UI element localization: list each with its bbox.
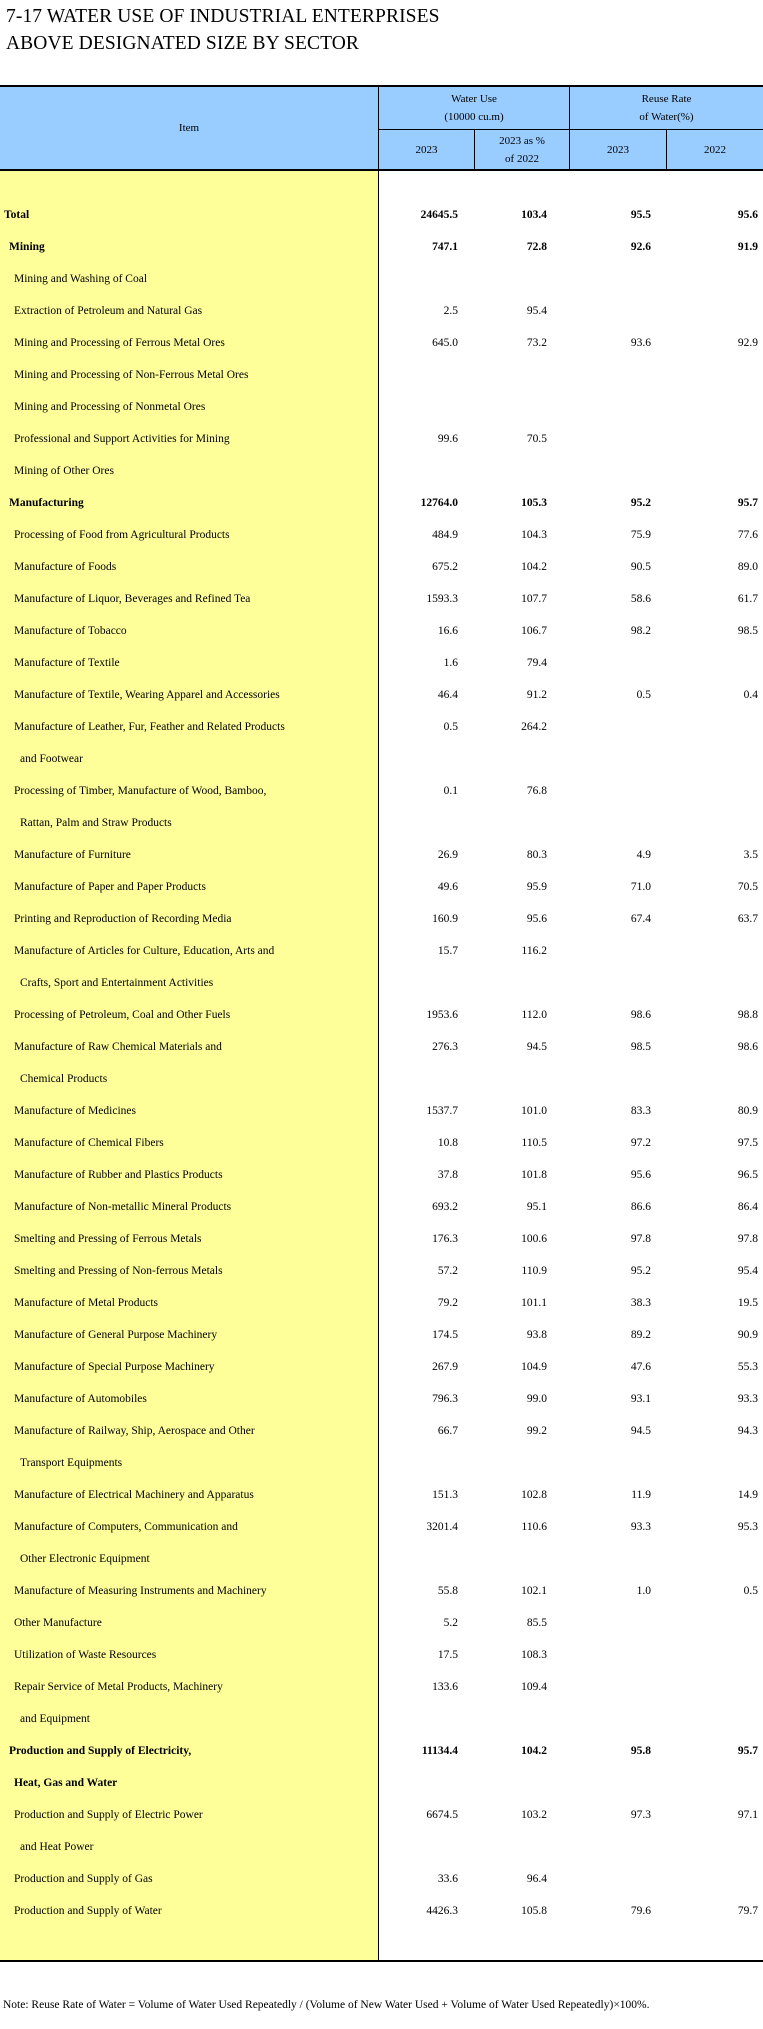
row-value-4: 80.9 (737, 1105, 758, 1117)
table-row (0, 1063, 763, 1095)
row-value-1: 1.6 (443, 657, 458, 669)
header-col-r2023: 2023 (607, 143, 629, 156)
row-label: Manufacture of Non-metallic Mineral Products (14, 1201, 232, 1213)
row-value-1: 267.9 (432, 1361, 458, 1373)
table-row (0, 839, 763, 871)
row-value-4: 0.5 (743, 1585, 758, 1597)
table-row (0, 1191, 763, 1223)
row-value-2: 93.8 (526, 1329, 547, 1341)
row-value-4: 95.6 (737, 209, 758, 221)
row-value-1: 151.3 (432, 1489, 458, 1501)
row-value-2: 73.2 (526, 337, 547, 349)
row-value-1: 276.3 (432, 1041, 458, 1053)
header-item: Item (178, 122, 200, 134)
row-label: Transport Equipments (20, 1457, 123, 1469)
row-value-1: 57.2 (437, 1265, 458, 1277)
table-row (0, 999, 763, 1031)
table-row (0, 231, 763, 263)
row-value-3: 1.0 (636, 1585, 651, 1597)
row-value-2: 112.0 (521, 1009, 547, 1021)
row-label: Printing and Reproduction of Recording Media (14, 913, 232, 925)
row-value-2: 100.6 (521, 1233, 547, 1245)
row-value-4: 97.1 (737, 1809, 758, 1821)
row-value-1: 747.1 (432, 241, 458, 253)
row-label: Manufacture of Textile, Wearing Apparel and Accessories (14, 689, 280, 701)
row-value-2: 110.5 (521, 1137, 547, 1149)
row-label: Manufacture of Leather, Fur, Feather and Related Products (14, 721, 285, 733)
row-value-3: 0.5 (636, 689, 651, 701)
row-label: Crafts, Sport and Entertainment Activities (20, 977, 214, 989)
row-value-3: 97.3 (630, 1809, 651, 1821)
row-value-2: 95.1 (526, 1201, 547, 1213)
table-row (0, 1447, 763, 1479)
table-row (0, 743, 763, 775)
row-label: Manufacture of General Purpose Machinery (14, 1329, 218, 1341)
row-value-1: 66.7 (437, 1425, 458, 1437)
table-row (0, 615, 763, 647)
header-reuse-rate (570, 87, 763, 129)
row-value-2: 108.3 (521, 1649, 547, 1661)
row-value-2: 110.9 (521, 1265, 547, 1277)
row-label: Manufacture of Automobiles (14, 1393, 147, 1405)
row-label: Manufacturing (9, 497, 84, 509)
row-value-1: 49.6 (437, 881, 458, 893)
row-value-1: 160.9 (432, 913, 458, 925)
row-value-2: 105.3 (521, 497, 547, 509)
row-label: Manufacture of Metal Products (14, 1297, 159, 1309)
row-value-2: 80.3 (526, 849, 547, 861)
row-value-4: 77.6 (737, 529, 758, 541)
header-col-pct-line1: 2023 as % (499, 134, 545, 147)
row-value-4: 79.7 (737, 1905, 758, 1917)
row-value-1: 3201.4 (426, 1521, 458, 1533)
row-value-2: 104.3 (521, 529, 547, 541)
row-value-2: 116.2 (521, 945, 547, 957)
row-value-3: 67.4 (630, 913, 651, 925)
row-label: Manufacture of Special Purpose Machinery (14, 1361, 215, 1373)
table-row (0, 1767, 763, 1799)
row-value-2: 106.7 (521, 625, 547, 637)
header-col-2023: 2023 (415, 143, 438, 156)
row-value-4: 95.7 (737, 497, 758, 509)
row-label: Mining and Processing of Ferrous Metal Ores (14, 337, 225, 349)
row-value-4: 97.5 (737, 1137, 758, 1149)
header-col-pct-line2: of 2022 (505, 152, 539, 165)
row-value-2: 99.2 (526, 1425, 547, 1437)
row-label: Processing of Food from Agricultural Products (14, 529, 230, 541)
row-value-2: 264.2 (521, 721, 547, 733)
table-row (0, 679, 763, 711)
row-value-3: 71.0 (630, 881, 651, 893)
row-value-3: 95.5 (630, 209, 651, 221)
table-row (0, 1543, 763, 1575)
header-divider (378, 129, 763, 130)
row-value-2: 105.8 (521, 1905, 547, 1917)
row-value-2: 101.1 (521, 1297, 547, 1309)
table-row (0, 263, 763, 295)
row-value-2: 101.0 (521, 1105, 547, 1117)
row-value-2: 79.4 (526, 657, 547, 669)
table-row (0, 327, 763, 359)
row-value-2: 103.4 (521, 209, 547, 221)
table-row (0, 1703, 763, 1735)
row-value-1: 174.5 (432, 1329, 458, 1341)
row-value-1: 0.1 (443, 785, 458, 797)
table-row (0, 647, 763, 679)
row-value-4: 55.3 (737, 1361, 758, 1373)
column-divider (569, 85, 570, 171)
table-row (0, 1223, 763, 1255)
row-value-1: 46.4 (437, 689, 458, 701)
header-reuse-rate-label: Reuse Rate (641, 93, 692, 105)
row-label: Heat, Gas and Water (14, 1777, 118, 1789)
table-row (0, 423, 763, 455)
row-value-3: 93.1 (630, 1393, 651, 1405)
row-label: Production and Supply of Water (14, 1905, 162, 1917)
row-label: Manufacture of Tobacco (14, 625, 127, 637)
table-row (0, 1415, 763, 1447)
table-row (0, 455, 763, 487)
row-value-3: 93.3 (630, 1521, 651, 1533)
row-label: Manufacture of Liquor, Beverages and Refined Tea (14, 593, 251, 605)
row-label: Manufacture of Railway, Ship, Aerospace and Other (14, 1425, 255, 1437)
row-value-1: 1593.3 (426, 593, 458, 605)
row-value-2: 102.8 (521, 1489, 547, 1501)
row-value-2: 107.7 (521, 593, 547, 605)
row-value-3: 98.5 (630, 1041, 651, 1053)
row-label: Production and Supply of Gas (14, 1873, 153, 1885)
row-value-3: 4.9 (636, 849, 651, 861)
row-label: Other Electronic Equipment (20, 1553, 150, 1565)
row-value-3: 94.5 (630, 1425, 651, 1437)
row-value-1: 675.2 (432, 561, 458, 573)
row-value-3: 97.2 (630, 1137, 651, 1149)
row-value-1: 2.5 (443, 305, 458, 317)
row-label: Mining and Processing of Non-Ferrous Metal Ores (14, 369, 249, 381)
row-value-3: 47.6 (630, 1361, 651, 1373)
row-label: Manufacture of Textile (14, 657, 120, 669)
row-value-2: 103.2 (521, 1809, 547, 1821)
table-row (0, 1799, 763, 1831)
row-value-1: 645.0 (432, 337, 458, 349)
row-value-2: 70.5 (526, 433, 547, 445)
table-row (0, 295, 763, 327)
row-label: Manufacture of Furniture (14, 849, 131, 861)
row-value-1: 133.6 (432, 1681, 458, 1693)
table-title (6, 3, 440, 57)
row-label: Repair Service of Metal Products, Machinery (14, 1681, 223, 1693)
row-value-4: 95.3 (737, 1521, 758, 1533)
row-value-2: 72.8 (526, 241, 547, 253)
row-value-1: 79.2 (437, 1297, 458, 1309)
row-value-2: 110.6 (521, 1521, 547, 1533)
table-row (0, 1255, 763, 1287)
row-value-4: 89.0 (737, 561, 758, 573)
row-label: Smelting and Pressing of Non-ferrous Metals (14, 1265, 223, 1277)
table-row (0, 551, 763, 583)
row-value-1: 5.2 (443, 1617, 458, 1629)
row-value-2: 101.8 (521, 1169, 547, 1181)
row-value-3: 79.6 (630, 1905, 651, 1917)
row-value-4: 63.7 (737, 913, 758, 925)
table-header (0, 85, 763, 171)
row-value-3: 97.8 (630, 1233, 651, 1245)
row-value-4: 86.4 (737, 1201, 758, 1213)
row-value-1: 176.3 (432, 1233, 458, 1245)
row-value-4: 92.9 (737, 337, 758, 349)
table-row (0, 1479, 763, 1511)
row-value-2: 95.6 (526, 913, 547, 925)
table-row (0, 487, 763, 519)
row-value-2: 95.4 (526, 305, 547, 317)
row-value-3: 98.6 (630, 1009, 651, 1021)
table-row (0, 1639, 763, 1671)
header-divider (666, 129, 667, 169)
row-label: Manufacture of Articles for Culture, Education, Arts and (14, 945, 275, 957)
row-value-4: 95.4 (737, 1265, 758, 1277)
row-value-4: 90.9 (737, 1329, 758, 1341)
row-label: Production and Supply of Electricity, (9, 1745, 192, 1757)
row-value-1: 693.2 (432, 1201, 458, 1213)
row-value-1: 26.9 (437, 849, 458, 861)
table-row (0, 807, 763, 839)
row-value-4: 98.6 (737, 1041, 758, 1053)
row-value-3: 90.5 (630, 561, 651, 573)
table-row (0, 1127, 763, 1159)
table-row (0, 935, 763, 967)
row-label: Manufacture of Rubber and Plastics Products (14, 1169, 223, 1181)
table-row (0, 519, 763, 551)
row-value-2: 104.9 (521, 1361, 547, 1373)
header-divider (474, 129, 475, 169)
row-value-3: 93.6 (630, 337, 651, 349)
row-value-2: 109.4 (521, 1681, 547, 1693)
row-label: Mining and Washing of Coal (14, 273, 148, 285)
row-value-3: 95.2 (630, 497, 651, 509)
row-value-4: 0.4 (743, 689, 758, 701)
row-value-3: 58.6 (630, 593, 651, 605)
table-row (0, 871, 763, 903)
row-value-2: 95.9 (526, 881, 547, 893)
row-value-2: 104.2 (521, 561, 547, 573)
row-label: Production and Supply of Electric Power (14, 1809, 203, 1821)
row-value-1: 6674.5 (426, 1809, 458, 1821)
row-value-4: 94.3 (737, 1425, 758, 1437)
row-label: Manufacture of Electrical Machinery and Apparatus (14, 1489, 254, 1501)
row-value-1: 484.9 (432, 529, 458, 541)
table-row (0, 1287, 763, 1319)
row-value-3: 98.2 (630, 625, 651, 637)
row-label: and Footwear (20, 753, 83, 765)
row-value-1: 0.5 (443, 721, 458, 733)
header-reuse-rate-unit: of Water(%) (639, 111, 694, 123)
row-label: Chemical Products (20, 1073, 108, 1085)
row-label: Extraction of Petroleum and Natural Gas (14, 305, 203, 317)
header-water-use (379, 87, 569, 129)
table-row (0, 1319, 763, 1351)
table-row (0, 1607, 763, 1639)
row-label: Rattan, Palm and Straw Products (20, 817, 172, 829)
row-label: Manufacture of Paper and Paper Products (14, 881, 206, 893)
row-value-2: 102.1 (521, 1585, 547, 1597)
row-value-3: 86.6 (630, 1201, 651, 1213)
header-water-use-unit: (10000 cu.m) (444, 111, 504, 123)
row-value-1: 37.8 (437, 1169, 458, 1181)
table-row (0, 1895, 763, 1927)
row-value-4: 96.5 (737, 1169, 758, 1181)
row-label: Utilization of Waste Resources (14, 1649, 157, 1661)
row-label: and Equipment (20, 1713, 90, 1725)
water-use-table (0, 85, 763, 1960)
row-label: Professional and Support Activities for Mining (14, 433, 230, 445)
row-value-1: 10.8 (437, 1137, 458, 1149)
row-value-1: 4426.3 (426, 1905, 458, 1917)
header-col-r2022: 2022 (704, 143, 726, 156)
row-value-1: 33.6 (437, 1873, 458, 1885)
row-value-2: 96.4 (526, 1873, 547, 1885)
table-row (0, 1671, 763, 1703)
row-value-4: 95.7 (737, 1745, 758, 1757)
table-title-line2: ABOVE DESIGNATED SIZE BY SECTOR (6, 33, 360, 54)
row-label: Manufacture of Raw Chemical Materials and (14, 1041, 222, 1053)
table-row (0, 1031, 763, 1063)
row-value-1: 17.5 (437, 1649, 458, 1661)
row-value-3: 75.9 (630, 529, 651, 541)
row-value-2: 94.5 (526, 1041, 547, 1053)
table-row (0, 1095, 763, 1127)
table-row (0, 1351, 763, 1383)
row-label: Manufacture of Medicines (14, 1105, 136, 1117)
row-value-3: 11.9 (631, 1489, 651, 1501)
row-value-1: 12764.0 (420, 497, 458, 509)
row-label: Processing of Timber, Manufacture of Wood, Bamboo, (14, 785, 267, 797)
row-value-4: 3.5 (743, 849, 758, 861)
table-row (0, 583, 763, 615)
row-label: Mining and Processing of Nonmetal Ores (14, 401, 206, 413)
row-value-1: 11134.4 (421, 1745, 458, 1757)
table-note: Note: Reuse Rate of Water = Volume of Water Used Repeatedly / (Volume of New Water Used + Volume of Water Used Repeatedly)×100%. (3, 1999, 650, 2011)
row-value-2: 76.8 (526, 785, 547, 797)
row-value-1: 15.7 (437, 945, 458, 957)
row-value-3: 83.3 (630, 1105, 651, 1117)
row-value-1: 55.8 (437, 1585, 458, 1597)
table-row (0, 391, 763, 423)
row-label: Manufacture of Measuring Instruments and Machinery (14, 1585, 267, 1597)
row-value-3: 89.2 (630, 1329, 651, 1341)
row-value-3: 95.8 (630, 1745, 651, 1757)
row-label: Manufacture of Foods (14, 561, 117, 573)
row-value-2: 99.0 (526, 1393, 547, 1405)
row-value-2: 85.5 (526, 1617, 547, 1629)
table-row (0, 967, 763, 999)
row-value-2: 104.2 (521, 1745, 547, 1757)
row-value-3: 95.2 (630, 1265, 651, 1277)
row-label: Total (4, 209, 30, 221)
header-water-use-label: Water Use (451, 93, 497, 105)
row-value-4: 19.5 (737, 1297, 758, 1309)
row-value-1: 24645.5 (420, 209, 458, 221)
header-col-pct (475, 130, 569, 169)
table-row (0, 1511, 763, 1543)
row-value-4: 98.5 (737, 625, 758, 637)
row-label: Manufacture of Computers, Communication and (14, 1521, 238, 1533)
row-label: and Heat Power (20, 1841, 94, 1853)
row-value-4: 93.3 (737, 1393, 758, 1405)
row-value-4: 91.9 (737, 241, 758, 253)
row-value-3: 95.6 (630, 1169, 651, 1181)
row-label: Smelting and Pressing of Ferrous Metals (14, 1233, 202, 1245)
table-row (0, 359, 763, 391)
row-value-1: 99.6 (437, 433, 458, 445)
row-label: Other Manufacture (14, 1617, 102, 1629)
row-value-1: 796.3 (432, 1393, 458, 1405)
row-value-1: 1953.6 (426, 1009, 458, 1021)
row-value-1: 1537.7 (426, 1105, 458, 1117)
table-title-line1: 7-17 WATER USE OF INDUSTRIAL ENTERPRISES (6, 6, 440, 27)
table-row (0, 1383, 763, 1415)
row-value-4: 61.7 (737, 593, 758, 605)
row-label: Mining (9, 241, 45, 253)
row-label: Processing of Petroleum, Coal and Other Fuels (14, 1009, 231, 1021)
row-label: Manufacture of Chemical Fibers (14, 1137, 164, 1149)
row-value-3: 92.6 (630, 241, 651, 253)
row-value-4: 98.8 (737, 1009, 758, 1021)
table-row (0, 199, 763, 231)
row-value-4: 97.8 (737, 1233, 758, 1245)
table-row (0, 775, 763, 807)
table-row (0, 1575, 763, 1607)
row-value-4: 14.9 (737, 1489, 758, 1501)
table-row (0, 1735, 763, 1767)
table-row (0, 1863, 763, 1895)
table-bottom-border (0, 1960, 763, 1962)
table-row (0, 1831, 763, 1863)
table-row (0, 711, 763, 743)
row-value-3: 38.3 (630, 1297, 651, 1309)
row-value-1: 16.6 (437, 625, 458, 637)
row-value-2: 91.2 (526, 689, 547, 701)
table-row (0, 1159, 763, 1191)
row-label: Mining of Other Ores (14, 465, 114, 477)
row-value-4: 70.5 (737, 881, 758, 893)
table-row (0, 903, 763, 935)
